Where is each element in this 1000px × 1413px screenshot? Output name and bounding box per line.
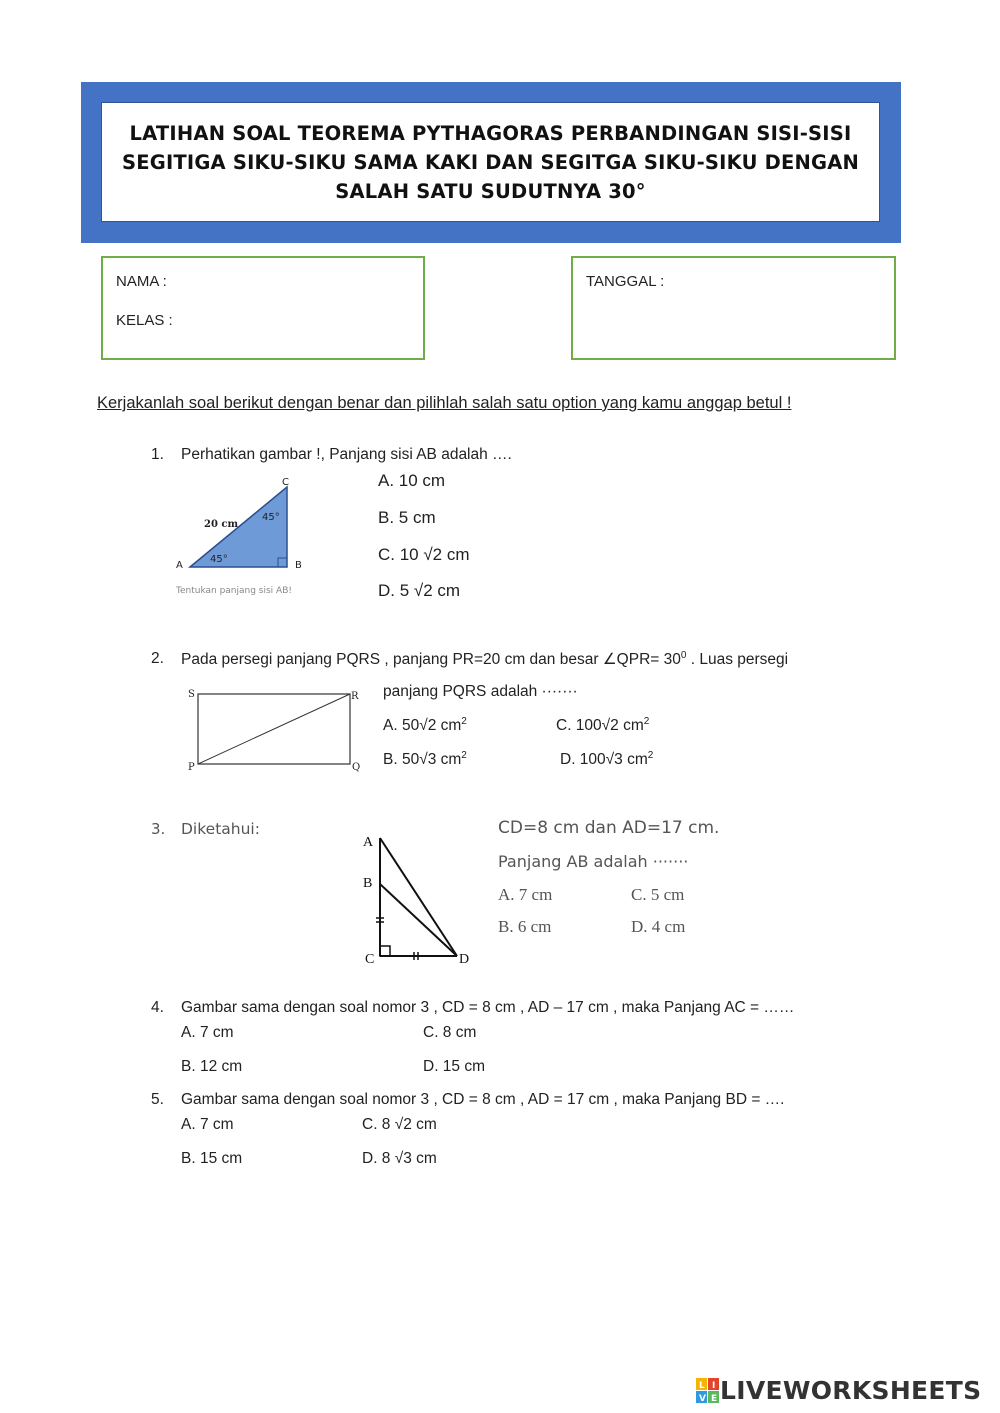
q3-option-a[interactable]: A. 7 cm	[498, 885, 553, 904]
q1-angle-top: 45°	[262, 512, 280, 523]
q3-label-c: C	[365, 952, 375, 967]
title-line-1: LATIHAN SOAL TEOREMA PYTHAGORAS PERBANDINGAN SISI-SISI	[129, 121, 852, 145]
logo-letter-i: I	[712, 1380, 716, 1391]
q3-side-ad	[380, 838, 457, 956]
q2-option-b-unit: 2	[461, 749, 467, 761]
liveworksheets-logo	[696, 1376, 981, 1405]
q3-label-a: A	[363, 835, 374, 850]
q1-triangle-figure	[170, 472, 330, 602]
q4-option-c[interactable]: C. 8 cm	[423, 1024, 477, 1041]
class-label: KELAS :	[116, 312, 173, 329]
q3-right-angle-mark	[380, 946, 390, 956]
q2-label-p: P	[188, 762, 195, 773]
q1-number: 1.	[151, 446, 164, 463]
q3-option-c[interactable]: C. 5 cm	[631, 885, 685, 904]
q1-label-c: C	[282, 477, 289, 488]
q2-text-main: Pada persegi panjang PQRS , panjang PR=20 cm dan besar ∠QPR= 30	[181, 651, 681, 668]
logo-letter-e: E	[711, 1393, 718, 1404]
q2-option-c[interactable]	[556, 717, 649, 735]
student-info-box	[101, 256, 425, 360]
q3-label-d: D	[459, 952, 470, 967]
title-box	[101, 102, 880, 222]
q1-angle-bottom: 45°	[210, 554, 228, 565]
q3-option-d[interactable]: D. 4 cm	[631, 917, 686, 936]
q3-label: Diketahui:	[181, 820, 260, 838]
date-info-box	[571, 256, 896, 360]
q1-text: Perhatikan gambar !, Panjang sisi AB adalah ….	[181, 446, 512, 463]
q2-text-end: . Luas persegi	[686, 651, 789, 668]
name-label: NAMA :	[116, 273, 167, 290]
q2-diagonal	[198, 694, 350, 764]
q1-label-b: B	[295, 560, 302, 571]
liveworksheets-brand-text: LIVEWORKSHEETS	[720, 1376, 982, 1405]
q2-option-a[interactable]	[383, 717, 467, 735]
q2-option-b[interactable]	[383, 751, 467, 769]
liveworksheets-logo-icon	[696, 1378, 720, 1404]
q3-triangle-figure	[358, 828, 483, 970]
q2-label-s: S	[188, 689, 195, 700]
q4-number: 4.	[151, 999, 164, 1016]
q2-option-d[interactable]	[560, 751, 653, 769]
q1-option-b[interactable]: B. 5 cm	[378, 508, 436, 527]
instruction-text: Kerjakanlah soal berikut dengan benar dan pilihlah salah satu option yang kamu anggap betul !	[97, 394, 792, 412]
q5-option-a[interactable]: A. 7 cm	[181, 1116, 234, 1133]
q3-option-b[interactable]: B. 6 cm	[498, 917, 552, 936]
q3-label-b: B	[363, 876, 373, 891]
q2-option-a-unit: 2	[461, 715, 467, 727]
logo-letter-v: V	[699, 1393, 706, 1404]
q1-option-c[interactable]: C. 10 √2 cm	[378, 545, 470, 564]
q1-figure-caption: Tentukan panjang sisi AB!	[176, 586, 292, 596]
q3-given: CD=8 cm dan AD=17 cm.	[498, 818, 720, 838]
q2-option-a-label: A. 50√2 cm	[383, 717, 462, 734]
q2-option-c-unit: 2	[643, 715, 650, 727]
q1-option-a[interactable]: A. 10 cm	[378, 471, 446, 490]
q2-option-d-unit: 2	[647, 749, 654, 761]
q4-option-d[interactable]: D. 15 cm	[423, 1058, 486, 1075]
q5-number: 5.	[151, 1091, 164, 1108]
q3-question: Panjang AB adalah ·······	[498, 852, 689, 871]
q2-text	[181, 650, 788, 669]
q1-option-d[interactable]: D. 5 √2 cm	[378, 581, 461, 600]
q2-degree-sup: 0	[680, 649, 687, 661]
q2-text-continued: panjang PQRS adalah ·······	[383, 683, 578, 700]
logo-letter-l: L	[699, 1380, 705, 1391]
q4-text: Gambar sama dengan soal nomor 3 , CD = 8 cm , AD – 17 cm , maka Panjang AC = ……	[181, 999, 795, 1016]
q2-option-d-label: D. 100√3 cm	[560, 751, 648, 768]
q4-option-a[interactable]: A. 7 cm	[181, 1024, 234, 1041]
q2-label-q: Q	[352, 762, 361, 773]
q4-option-b[interactable]: B. 12 cm	[181, 1058, 243, 1075]
q3-number: 3.	[151, 820, 166, 838]
q1-label-a: A	[176, 560, 183, 571]
q2-label-r: R	[351, 691, 359, 702]
q2-number: 2.	[151, 650, 164, 667]
date-label: TANGGAL :	[586, 273, 665, 290]
q5-option-d[interactable]: D. 8 √3 cm	[362, 1150, 437, 1167]
q5-option-c[interactable]: C. 8 √2 cm	[362, 1116, 437, 1133]
q3-side-bd	[380, 884, 457, 956]
title-line-2: SEGITIGA SIKU-SIKU SAMA KAKI DAN SEGITGA SIKU-SIKU DENGAN	[121, 150, 860, 174]
q2-rectangle-figure	[182, 684, 367, 776]
q2-option-c-label: C. 100√2 cm	[556, 717, 644, 734]
q5-text: Gambar sama dengan soal nomor 3 , CD = 8 cm , AD = 17 cm , maka Panjang BD = ….	[181, 1091, 785, 1108]
q5-option-b[interactable]: B. 15 cm	[181, 1150, 243, 1167]
q1-side-label: 20 cm	[204, 519, 239, 530]
q2-option-b-label: B. 50√3 cm	[383, 751, 462, 768]
title-line-3: SALAH SATU SUDUTNYA 30°	[335, 179, 646, 203]
